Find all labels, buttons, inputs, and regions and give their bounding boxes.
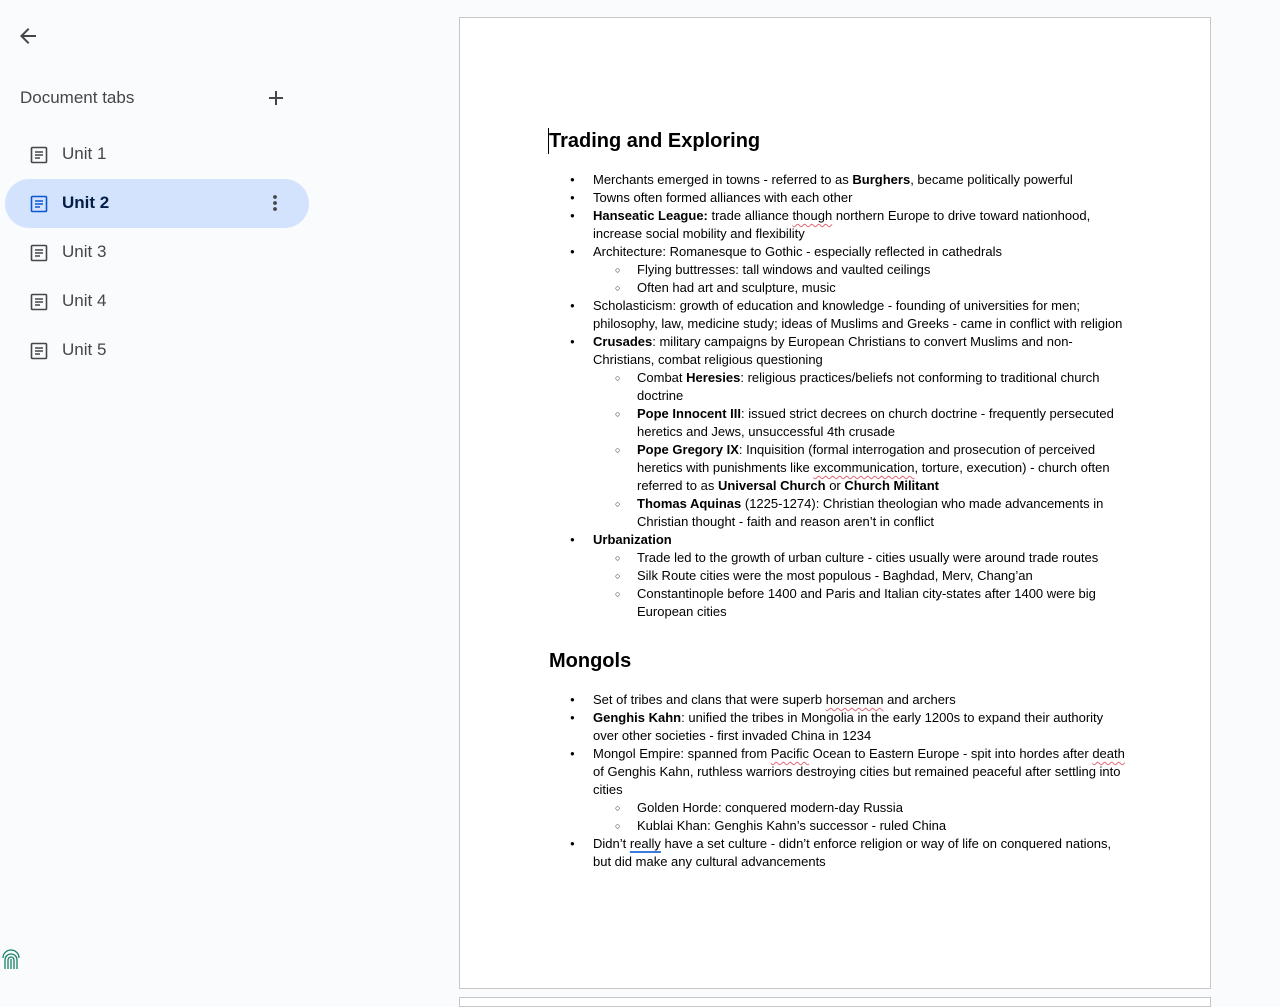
tab-options-button[interactable] — [263, 191, 287, 215]
document-body[interactable] — [549, 128, 1129, 871]
add-tab-button[interactable] — [264, 86, 288, 110]
document-tabs-header — [20, 86, 300, 110]
list-item: ● Mongol Empire: spanned from Pacific Ocean to Eastern Europe - spit into hordes after death of Genghis Kahn, ruthless warriors destroying cities but remained peaceful after settling into cities ○ Golden Horde: conquered modern-day Russia ○ Kublai Khan: Genghis Kahn’s successor - ruled China — [549, 745, 1129, 835]
tab-list — [5, 130, 309, 375]
document-icon — [29, 194, 49, 214]
list-item: ● Set of tribes and clans that were superb horseman and archers — [549, 691, 1129, 709]
list-item: ● Crusades: military campaigns by European Christians to convert Muslims and non-Christians, combat religious questioning ○ Combat Heresies: religious practices/beliefs not conforming to traditional church doctrine ○ Pope Innocent III: issued strict decrees on church doctrine - frequently persecuted heretics and Jews, unsuccessful 4th crusade ○ Pope Gregory IX: Inquisition (formal interrogation and prosecution of perceived heretics with punishments like excommunication, torture, execution) - church often referred to as Universal Church or Church Militant ○ Thomas Aquinas (1225-1274): Christian theologian who made advancements in Christian thought - faith and reason aren’t in conflict — [549, 333, 1129, 531]
document-page[interactable] — [459, 17, 1211, 989]
tab-label: Unit 3 — [62, 242, 107, 261]
sub-list-item: ○ Flying buttresses: tall windows and vaulted ceilings — [549, 261, 1129, 279]
spelling-error[interactable]: horseman — [825, 692, 884, 707]
back-button[interactable] — [12, 20, 44, 52]
document-icon — [29, 243, 49, 263]
list-item: ● Urbanization ○ Trade led to the growth of urban culture - cities usually were around trade routes ○ Silk Route cities were the most populous - Baghdad, Merv, Chang’an ○ Constantinople before 1400 and Paris and Italian city-states after 1400 were big European cities — [549, 531, 1129, 621]
sub-list-item: ○ Pope Innocent III: issued strict decrees on church doctrine - frequently persecuted heretics and Jews, unsuccessful 4th crusade — [549, 405, 1129, 441]
next-page-edge — [459, 997, 1211, 1007]
more-vert-icon — [263, 191, 287, 215]
document-tabs-title: Document tabs — [20, 88, 135, 107]
sub-list-item: ○ Constantinople before 1400 and Paris and Italian city-states after 1400 were big European cities — [549, 585, 1129, 621]
sub-list-item: ○ Kublai Khan: Genghis Kahn’s successor - ruled China — [549, 817, 1129, 835]
grammar-suggestion[interactable]: really — [629, 836, 661, 851]
tab-label: Unit 4 — [62, 291, 107, 310]
bullet-list — [549, 691, 1129, 871]
fingerprint-icon[interactable] — [0, 948, 22, 970]
section-heading-trading: Trading and Exploring — [548, 128, 1129, 154]
tab-unit-5[interactable] — [5, 326, 309, 375]
spelling-error[interactable]: death — [1092, 746, 1125, 761]
document-icon — [29, 145, 49, 165]
tab-label: Unit 5 — [62, 340, 107, 359]
tab-unit-1[interactable] — [5, 130, 309, 179]
spelling-error[interactable]: excommunication — [813, 460, 915, 475]
plus-icon — [267, 89, 285, 107]
tab-label: Unit 1 — [62, 144, 107, 163]
bullet-list — [549, 171, 1129, 621]
list-item: ● Towns often formed alliances with each other — [549, 189, 1129, 207]
sub-list-item: ○ Combat Heresies: religious practices/beliefs not conforming to traditional church doctrine — [549, 369, 1129, 405]
arrow-back-icon — [16, 24, 40, 48]
tab-unit-2[interactable] — [5, 179, 309, 228]
spelling-error[interactable]: though — [792, 208, 833, 223]
tab-unit-3[interactable] — [5, 228, 309, 277]
tab-label: Unit 2 — [62, 193, 110, 212]
list-item: ● Scholasticism: growth of education and knowledge - founding of universities for men; philosophy, law, medicine study; ideas of Muslims and Greeks - came in conflict with religion — [549, 297, 1129, 333]
list-item: ● Architecture: Romanesque to Gothic - especially reflected in cathedrals ○ Flying buttresses: tall windows and vaulted ceilings ○ Often had art and sculpture, music — [549, 243, 1129, 297]
document-icon — [29, 292, 49, 312]
list-item: ● Hanseatic League: trade alliance though northern Europe to drive toward nationhood, increase social mobility and flexibility — [549, 207, 1129, 243]
sub-list-item: ○ Pope Gregory IX: Inquisition (formal interrogation and prosecution of perceived heretics with punishments like excommunication, torture, execution) - church often referred to as Universal Church or Church Militant — [549, 441, 1129, 495]
list-item: ● Merchants emerged in towns - referred to as Burghers, became politically powerful — [549, 171, 1129, 189]
section-heading-mongols: Mongols — [549, 650, 632, 672]
sub-list-item: ○ Trade led to the growth of urban culture - cities usually were around trade routes — [549, 549, 1129, 567]
sub-list-item: ○ Often had art and sculpture, music — [549, 279, 1129, 297]
document-icon — [29, 341, 49, 361]
list-item: ● Didn’t really have a set culture - didn’t enforce religion or way of life on conquered nations, but did make any cultural advancements — [549, 835, 1129, 871]
sub-list-item: ○ Golden Horde: conquered modern-day Russia — [549, 799, 1129, 817]
list-item: ● Genghis Kahn: unified the tribes in Mongolia in the early 1200s to expand their authority over other societies - first invaded China in 1234 — [549, 709, 1129, 745]
tab-unit-4[interactable] — [5, 277, 309, 326]
spelling-error[interactable]: Pacific — [770, 746, 810, 761]
sub-list-item: ○ Silk Route cities were the most populous - Baghdad, Merv, Chang’an — [549, 567, 1129, 585]
sub-list-item: ○ Thomas Aquinas (1225-1274): Christian theologian who made advancements in Christian thought - faith and reason aren’t in conflict — [549, 495, 1129, 531]
